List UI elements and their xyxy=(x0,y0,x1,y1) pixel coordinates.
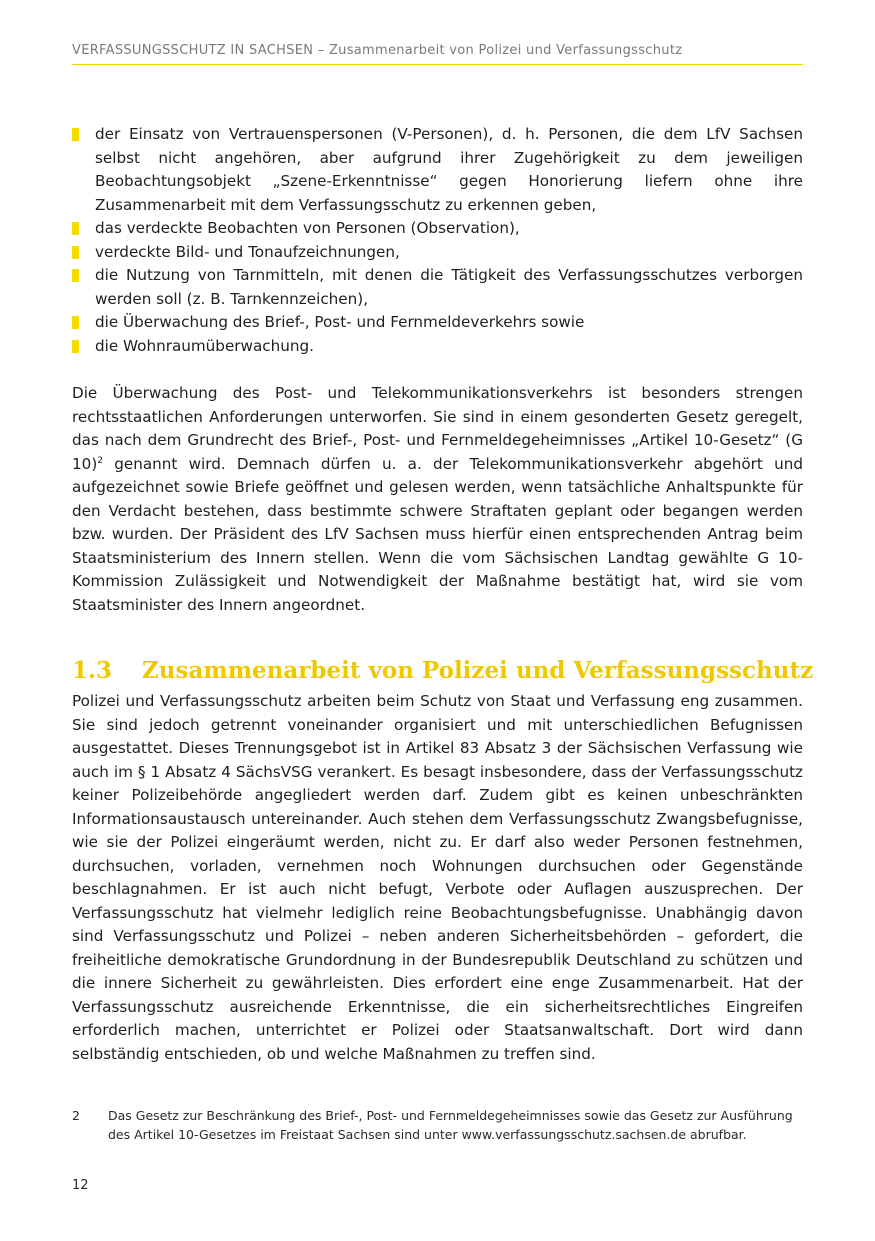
list-item xyxy=(72,264,803,311)
footnote xyxy=(72,1106,803,1144)
body-paragraph-g10 xyxy=(72,382,803,617)
list-item-text: das verdeckte Beobachten von Personen (Observation), xyxy=(95,219,520,237)
page-number: 12 xyxy=(72,1178,89,1193)
list-item xyxy=(72,217,803,241)
list-item xyxy=(72,311,803,335)
body-paragraph-cooperation: Polizei und Verfassungsschutz arbeiten beim Schutz von Staat und Verfassung eng zusammen. Sie sind jedoch getrennt voneinander organisiert und mit unterschiedlichen Befugnissen ausgestattet. Dieses Trennungsgebot ist in Artikel 83 Absatz 3 der Sächsischen Verfassung wie auch im § 1 Absatz 4 SächsVSG verankert. Es besagt insbesondere, dass der Verfassungsschutz keiner Polizeibehörde angegliedert werden darf. Zudem gibt es keinen unbeschränkten Informationsaustausch untereinander. Auch stehen dem Verfassungsschutz Zwangsbefugnisse, wie sie der Polizei eingeräumt werden, nicht zu. Er darf also weder Personen festnehmen, durchsuchen, vorladen, vernehmen noch Wohnungen durchsuchen oder Gegenstände beschlagnahmen. Er ist auch nicht befugt, Verbote oder Auflagen auszusprechen. Der Verfassungsschutz hat vielmehr lediglich reine Beobachtungsbefugnisse. Unabhängig davon sind Verfassungsschutz und Polizei – neben anderen Sicherheitsbehörden – gefordert, die freiheitliche demokratische Grundordnung in der Bundesrepublik Deutschland zu schützen und die innere Sicherheit zu gewährleisten. Dies erfordert eine enge Zusammenarbeit. Hat der Verfassungsschutz ausreichende Erkenntnisse, die ein sicherheitsrechtliches Eingreifen erforderlich machen, unterrichtet er Polizei oder Staatsanwaltschaft. Dort wird dann selbständig entschieden, ob und welche Maßnahmen zu treffen sind. xyxy=(72,692,803,1063)
list-item-text: verdeckte Bild- und Tonaufzeichnungen, xyxy=(95,242,400,261)
running-header-main: VERFASSUNGSSCHUTZ IN SACHSEN xyxy=(72,43,314,58)
footnote-reference[interactable]: 2 xyxy=(97,455,103,466)
running-header-separator: – xyxy=(313,43,329,58)
list-item-text: die Wohnraumüberwachung. xyxy=(95,336,314,355)
paragraph-text-before: Die Überwachung des Post- und Telekommunikationsverkehrs ist besonders strengen rechtsstaatlichen Anforderungen unterworfen. Sie sind in einem gesonderten Gesetz geregelt, das nach dem Grundrecht des Brief-, Post- und Fernmeldegeheimnisses „Artikel 10-Gesetz“ (G 10) xyxy=(72,384,803,473)
list-item xyxy=(72,241,803,265)
list-item xyxy=(72,335,803,359)
section-title: Zusammenarbeit von Polizei und Verfassungsschutz xyxy=(142,657,814,685)
list-item-text: der Einsatz von Vertrauenspersonen (V-Personen), d. h. Personen, die dem LfV Sachsen selbst nicht angehören, aber aufgrund ihrer Zugehörigkeit zu dem jeweiligen Beobachtungsobjekt „Szene-Erkenntnisse“ gegen Honorierung liefern ohne ihre Zusammenarbeit mit dem Verfassungsschutz zu erkennen geben, xyxy=(95,125,803,214)
bullet-marker-icon xyxy=(72,128,79,141)
bullet-marker-icon xyxy=(72,316,79,329)
list-item xyxy=(72,123,803,217)
list-item-text: die Überwachung des Brief-, Post- und Fernmeldeverkehrs sowie xyxy=(95,313,585,331)
bullet-marker-icon xyxy=(72,340,79,353)
paragraph-text-after: genannt wird. Demnach dürfen u. a. der Telekommunikationsverkehr abgehört und aufgezeichnet sowie Briefe geöffnet und gelesen werden, wenn tatsächliche Anhaltspunkte für den Verdacht bestehen, dass bestimmte schwere Straftaten geplant oder begangen werden bzw. wurden. Der Präsident des LfV Sachsen muss hierfür einen entsprechenden Antrag beim Staatsministerium des Innern stellen. Wenn die vom Sächsischen Landtag gewählte G 10-Kommission Zulässigkeit und Notwendigkeit der Maßnahme bestätigt hat, wird sie vom Staatsminister des Innern angeordnet. xyxy=(72,454,803,614)
running-header-sub: Zusammenarbeit von Polizei und Verfassungsschutz xyxy=(328,43,683,58)
list-item-text: die Nutzung von Tarnmitteln, mit denen die Tätigkeit des Verfassungsschutzes verborgen werden soll (z. B. Tarnkennzeichen), xyxy=(95,266,803,308)
section-number: 1.3 xyxy=(72,657,113,685)
footnote-text: Das Gesetz zur Beschränkung des Brief-, Post- und Fernmeldegeheimnisses sowie das Gesetz zur Ausführung des Artikel 10-Gesetzes im Freistaat Sachsen sind unter www.verfassungsschutz.sachsen.de abrufbar. xyxy=(108,1108,793,1142)
bullet-marker-icon xyxy=(72,269,79,282)
footnote-number: 2 xyxy=(72,1108,80,1123)
section-heading xyxy=(72,657,814,685)
measures-list xyxy=(72,123,803,358)
running-header xyxy=(72,43,803,65)
bullet-marker-icon xyxy=(72,222,79,235)
bullet-marker-icon xyxy=(72,246,79,259)
